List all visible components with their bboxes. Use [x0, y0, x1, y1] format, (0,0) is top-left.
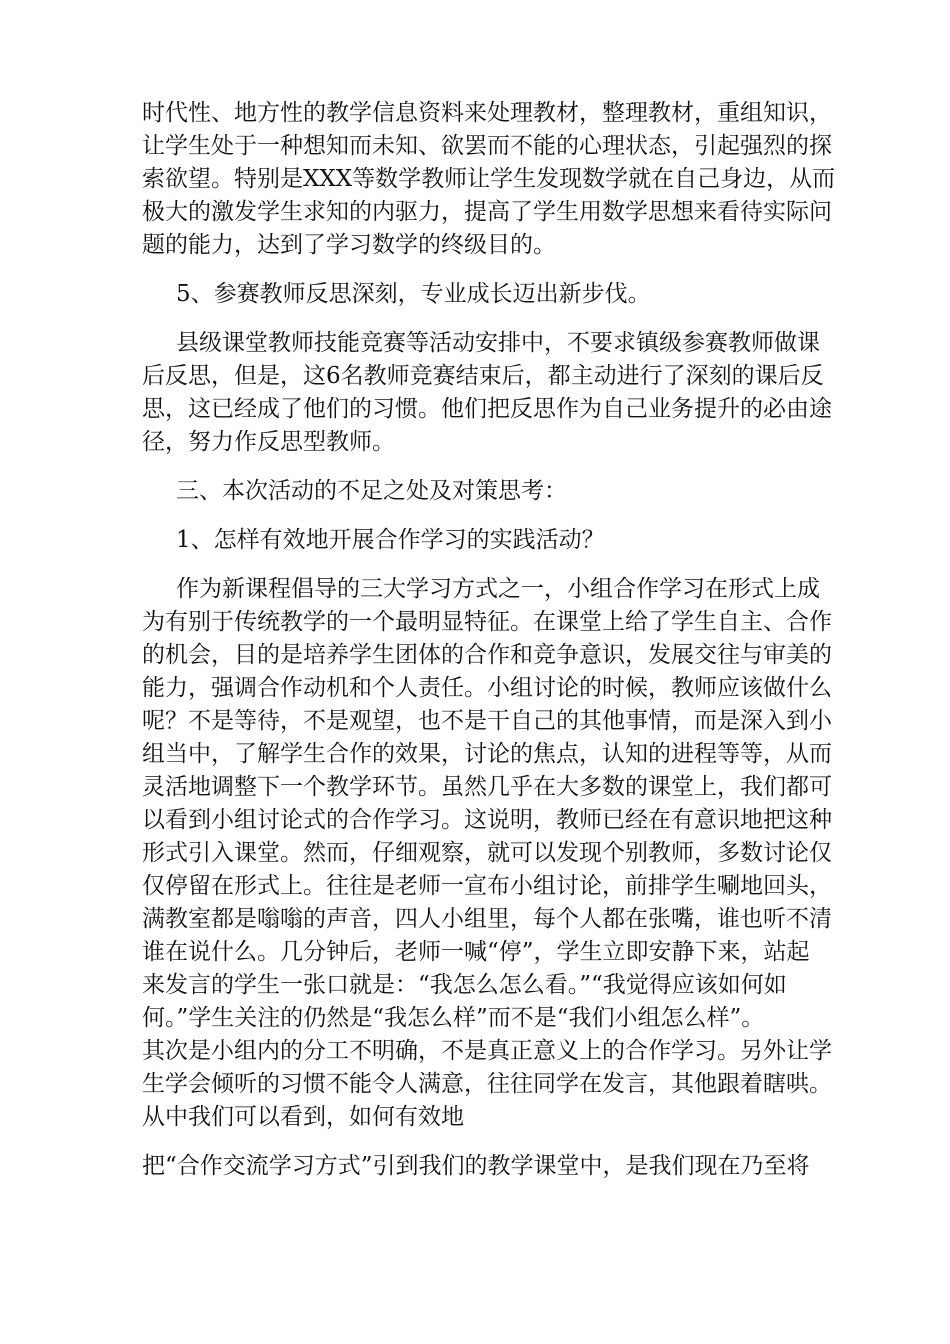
text-line: 能力，强调合作动机和个人责任。小组讨论的时候，教师应该做什么	[142, 675, 832, 701]
text-line: 让学生处于一种想知而未知、欲罢而不能的心理状态，引起强烈的探	[142, 133, 832, 159]
text-line: 来发言的学生一张口就是：“我怎么怎么看。”“我觉得应该如何如	[142, 972, 787, 998]
text-line: 呢？不是等待，不是观望，也不是干自己的其他事情，而是深入到小	[142, 708, 832, 734]
text-line: 仅停留在形式上。往往是老师一宣布小组讨论，前排学生唰地回头，	[142, 873, 832, 899]
section-heading: 5、参赛教师反思深刻，专业成长迈出新步伐。	[176, 281, 651, 307]
text-line: 为有别于传统教学的一个最明显特征。在课堂上给了学生自主、合作	[142, 609, 832, 635]
text-line: 题的能力，达到了学习数学的终级目的。	[142, 232, 556, 258]
text-line: 作为新课程倡导的三大学习方式之一，小组合作学习在形式上成	[176, 576, 820, 602]
text-line: 组当中，了解学生合作的效果，讨论的焦点，认知的进程等等，从而	[142, 741, 832, 767]
text-line: 县级课堂教师技能竞赛等活动安排中，不要求镇级参赛教师做课	[176, 330, 820, 356]
text-line: 从中我们可以看到，如何有效地	[142, 1104, 464, 1130]
text-line: 以看到小组讨论式的合作学习。这说明，教师已经在有意识地把这种	[142, 807, 832, 833]
text-line: 的机会，目的是培养学生团体的合作和竞争意识，发展交往与审美的	[142, 642, 832, 668]
text-line: 后反思，但是，这6名教师竞赛结束后，都主动进行了深刻的课后反	[142, 363, 824, 389]
text-line: 谁在说什么。几分钟后，老师一喊“停”，学生立即安静下来，站起	[142, 939, 810, 965]
text-line: 其次是小组内的分工不明确，不是真正意义上的合作学习。另外让学	[142, 1038, 832, 1064]
section-heading: 三、本次活动的不足之处及对策思考：	[176, 478, 567, 504]
text-line: 形式引入课堂。然而，仔细观察，就可以发现个别教师，多数讨论仅	[142, 840, 832, 866]
text-line: 极大的激发学生求知的内驱力，提高了学生用数学思想来看待实际问	[142, 199, 832, 225]
text-line: 径，努力作反思型教师。	[142, 429, 395, 455]
text-line: 满教室都是嗡嗡的声音，四人小组里，每个人都在张嘴，谁也听不清	[142, 906, 832, 932]
text-line: 把“合作交流学习方式”引到我们的教学课堂中，是我们现在乃至将	[142, 1153, 810, 1179]
text-line: 何。”学生关注的仍然是“我怎么样”而不是“我们小组怎么样”。	[142, 1005, 765, 1031]
section-heading: 1、怎样有效地开展合作学习的实践活动？	[176, 527, 605, 553]
text-line: 时代性、地方性的教学信息资料来处理教材，整理教材，重组知识，	[142, 100, 832, 126]
text-line: 思，这已经成了他们的习惯。他们把反思作为自己业务提升的必由途	[142, 396, 832, 422]
text-line: 索欲望。特别是XXX等数学教师让学生发现数学就在自己身边，从而	[142, 166, 836, 192]
text-line: 生学会倾听的习惯不能令人满意，往往同学在发言，其他跟着瞎哄。	[142, 1071, 832, 1097]
text-line: 灵活地调整下一个教学环节。虽然几乎在大多数的课堂上，我们都可	[142, 774, 832, 800]
